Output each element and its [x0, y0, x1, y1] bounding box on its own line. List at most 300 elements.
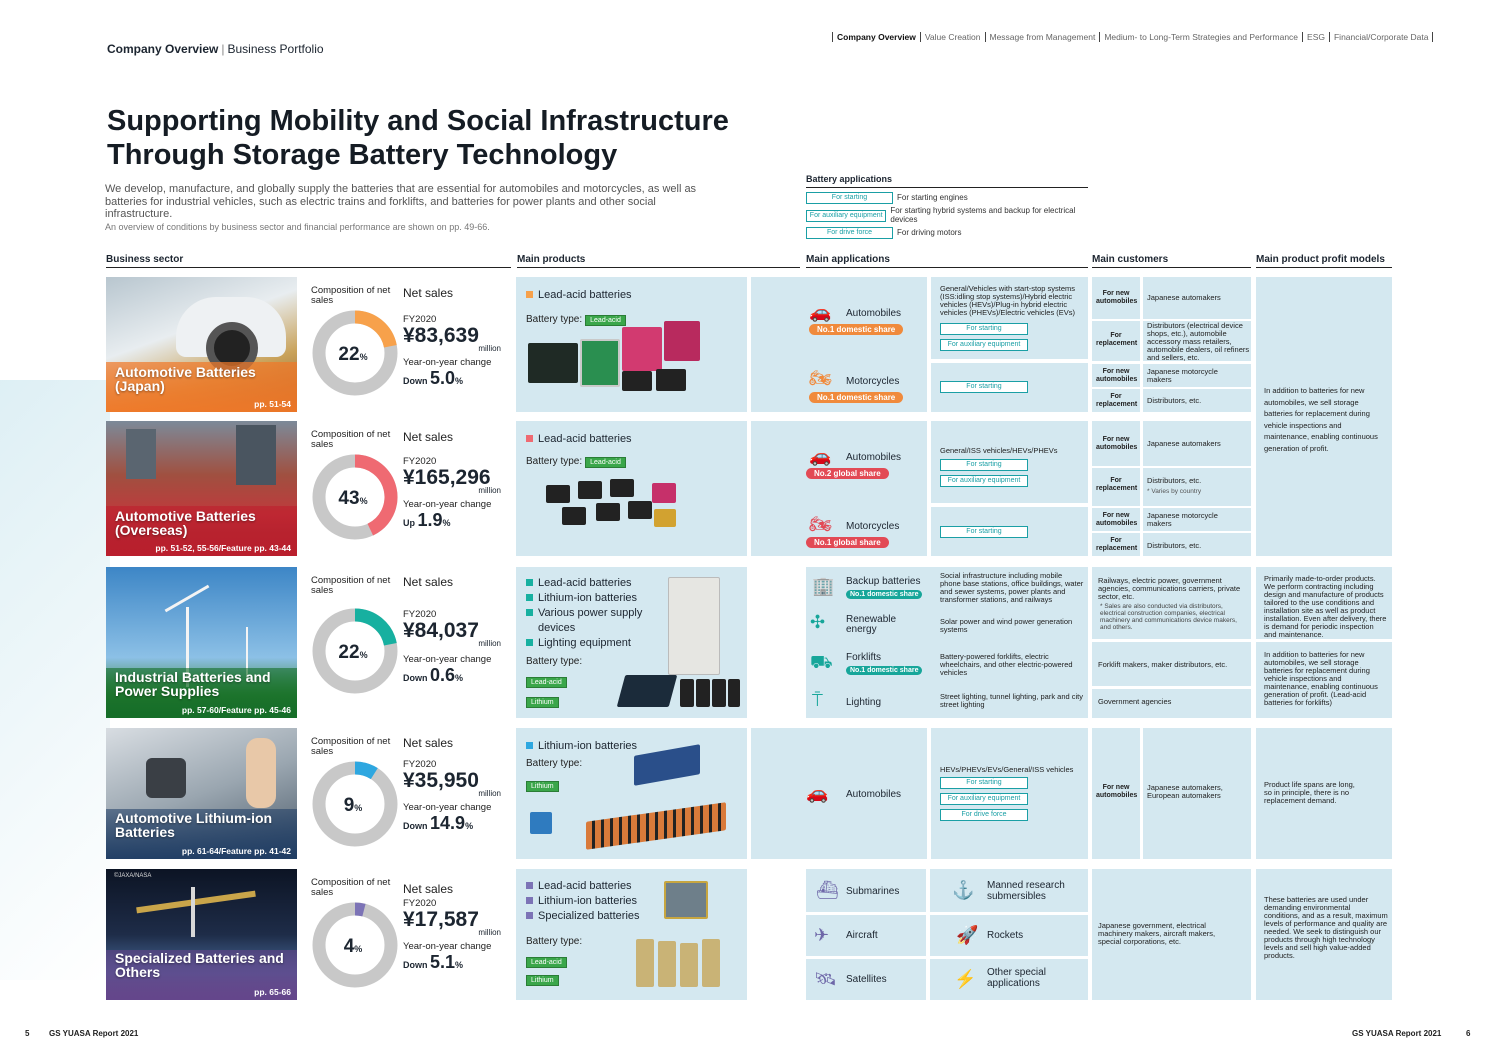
battery-image: [656, 369, 686, 391]
app-forklifts: Forklifts: [846, 652, 881, 663]
sector-pages-3[interactable]: pp. 57-60/Feature pp. 45-46: [181, 705, 291, 715]
yoy-label: Year-on-year change: [403, 499, 492, 510]
profit-text: In addition to batteries for new automobiles, we sell storage batteries for replacement during vehicle inspections and maintenance, enabling continuous generation of profit. (Lead-acid batteries for forklifts): [1264, 650, 1378, 707]
cust-value-cell: [1143, 728, 1251, 859]
battery-lightning-icon: ⚡: [954, 969, 977, 989]
sector-title-2: Automotive Batteries (Overseas): [115, 508, 256, 538]
product-name: Lead-acid batteries: [538, 880, 632, 892]
breadcrumb-page: Business Portfolio: [227, 42, 324, 56]
battery-image: [634, 744, 700, 786]
products-panel-2: [516, 421, 747, 556]
building-icon: 🏢: [812, 576, 835, 596]
net-sales-amount: ¥35,950: [403, 769, 479, 792]
profit-cell-1-2: [1256, 277, 1392, 556]
nav-company-overview[interactable]: Company Overview: [832, 32, 920, 42]
battery-pack-image: [586, 802, 726, 850]
product-item: [526, 591, 666, 606]
cust-cell-5: [1092, 869, 1251, 1000]
sector-title-1: Automotive Batteries (Japan): [115, 364, 256, 394]
profit-cell-4: [1256, 728, 1392, 859]
net-sales-amount: ¥83,639: [403, 324, 479, 347]
tag-for-auxiliary: For auxiliary equipment: [940, 793, 1028, 805]
cust-key-cell: [1092, 508, 1140, 531]
product-item: [526, 636, 666, 651]
applications-right-1b: [931, 363, 1088, 412]
bullet: [526, 639, 533, 646]
app-vehicle-types: General/ISS vehicles/HEVs/PHEVs: [940, 446, 1058, 455]
chip-lead-acid: Lead-acid: [585, 457, 626, 468]
share-badge: No.1 domestic share: [846, 666, 922, 675]
profit-cell-5: [1256, 869, 1392, 1000]
nav-value-creation[interactable]: Value Creation: [920, 32, 985, 42]
cust-value-cell: [1143, 468, 1251, 506]
car-icon: 🚗: [809, 302, 832, 322]
yoy-change: [403, 665, 511, 686]
cust-key-cell: [1092, 468, 1140, 506]
chip-lithium: Lithium: [526, 781, 559, 792]
tag-for-drive-force: For drive force: [940, 809, 1028, 821]
app-text-forklifts: Battery-powered forklifts, electric wheelchairs, and other electric-powered vehicles: [940, 652, 1073, 677]
cust-value-cell: [1143, 321, 1251, 361]
battery-type-label: Battery type:: [526, 936, 583, 947]
sector-pages-5[interactable]: pp. 65-66: [254, 987, 291, 997]
footer-right-brand: GS YUASA Report 2021: [1352, 1029, 1442, 1038]
product-list: [526, 879, 666, 924]
cust-value: Railways, electric power, government agencies, communications carriers, private sector, etc.: [1098, 576, 1241, 601]
yoy-direction: Down: [403, 821, 428, 831]
applications-right-2a: [931, 421, 1088, 503]
app-cell-submarines: [806, 869, 926, 912]
product-name: Lithium-ion batteries: [538, 895, 638, 907]
street-light-icon: ⍑: [812, 690, 823, 710]
cust-value: Japanese government, electrical machinery makers, aircraft makers, special corporations, etc.: [1098, 921, 1216, 946]
legend-desc-auxiliary: For starting hybrid systems and backup for electrical devices: [890, 206, 1076, 224]
battery-type-label: Battery type:: [526, 656, 583, 667]
cust-value-cell: [1143, 389, 1251, 412]
app-text-backup: Social infrastructure including mobile phone base stations, office buildings, water and sewer systems, power plants and transformer stations, and railways: [940, 571, 1084, 604]
products-panel-5: [516, 869, 747, 1000]
applications-3: [806, 567, 1088, 718]
donut-chart-2: [311, 453, 399, 541]
sector-title-3: Industrial Batteries and Power Supplies: [115, 669, 271, 699]
products-panel-1: [516, 277, 747, 412]
product-item: [526, 739, 637, 754]
tag-for-auxiliary: For auxiliary equipment: [940, 339, 1028, 351]
battery-type-label: Battery type:: [526, 758, 583, 769]
app-satellites: Satellites: [846, 974, 887, 985]
photo-specialized: [106, 869, 297, 1000]
cust-key-new: For new automobiles: [1096, 290, 1138, 305]
product-name: Lead-acid batteries: [538, 577, 632, 589]
yoy-change: [403, 813, 511, 834]
net-sales-3: [403, 575, 511, 686]
rocket-icon: 🚀: [956, 925, 979, 945]
product-name: Lithium-ion batteries: [538, 592, 638, 604]
cust-value-cell: [1143, 421, 1251, 466]
battery-image: [712, 679, 726, 707]
app-cell-satellites: [806, 959, 926, 1000]
tag-for-starting: For starting: [940, 777, 1028, 789]
composition-label-3: Composition of net sales: [311, 575, 391, 596]
battery-type-chips: [526, 951, 567, 969]
battery-image: [530, 812, 552, 834]
net-sales-2: [403, 430, 511, 531]
car-icon: 🚗: [809, 446, 832, 466]
legend-tag-drive: For drive force: [806, 227, 893, 239]
battery-applications-legend: [806, 174, 1088, 242]
cust-value: Distributors, etc.: [1147, 541, 1202, 550]
donut-share-slice: [355, 317, 390, 346]
net-sales-unit: million: [478, 486, 501, 495]
yoy-value: 0.6: [430, 665, 456, 685]
legend-title: Battery applications: [806, 174, 1088, 188]
bullet: [526, 897, 533, 904]
battery-image: [628, 501, 652, 519]
battery-type-chips: [526, 691, 559, 709]
fiscal-year: FY2020: [403, 456, 437, 467]
cust-cell-3c: [1092, 689, 1251, 718]
cust-value: Forklift makers, maker distributors, etc.: [1098, 660, 1228, 669]
donut-share-slice: [355, 768, 374, 774]
car-icon: 🚗: [806, 783, 829, 803]
app-automobiles: Automobiles: [846, 789, 902, 800]
nav-financial[interactable]: Financial/Corporate Data: [1329, 32, 1434, 42]
legend-desc-starting: For starting engines: [897, 192, 968, 202]
battery-type-chips: [526, 775, 559, 793]
footer-left-page: 5: [25, 1029, 30, 1038]
products-panel-3: [516, 567, 747, 718]
cust-value: Japanese automakers: [1147, 293, 1221, 302]
sector-pages-1[interactable]: pp. 51-54: [254, 399, 291, 409]
header-profit-models: Main product profit models: [1256, 254, 1392, 268]
product-name: Specialized batteries: [538, 910, 640, 922]
net-sales-4: [403, 736, 511, 834]
yoy-label: Year-on-year change: [403, 802, 492, 813]
composition-label-4: Composition of net sales: [311, 736, 391, 757]
app-vehicle-types: General/Vehicles with start-stop systems (ISS:idling stop systems)/Hybrid electric vehicles (HEVs)/Plug-in hybrid electric vehicles (PHEVs)/Electric vehicles (EVs): [940, 284, 1076, 317]
breadcrumb-section: Company Overview: [107, 42, 219, 56]
app-rockets: Rockets: [987, 930, 1024, 941]
battery-image: [528, 343, 578, 383]
product-name: Lithium-ion batteries: [538, 740, 638, 752]
composition-label-2: Composition of net sales: [311, 429, 391, 450]
profit-cell-3a: [1256, 567, 1392, 639]
net-sales-amount: ¥17,587: [403, 908, 479, 931]
cust-value-cell: [1143, 533, 1251, 556]
breadcrumb-separator: |: [221, 42, 225, 56]
donut-chart-4: [311, 760, 399, 848]
breadcrumb: [107, 42, 324, 56]
power-supply-cabinet-image: [668, 577, 720, 675]
battery-image: [578, 481, 602, 499]
bullet: [526, 609, 533, 616]
profit-text: These batteries are used under demanding environmental conditions, and as a result, maximum levels of performance and quality are needed. We seek to distinguish our products through high technology levels and sell high value-added products.: [1264, 895, 1388, 960]
donut-share-label: 22%: [338, 642, 368, 663]
net-sales-unit: million: [478, 928, 501, 937]
applications-left-1: [751, 277, 927, 412]
chip-lithium: Lithium: [526, 697, 559, 708]
net-sales-label: Net sales: [403, 882, 454, 896]
donut-chart-3: [311, 607, 399, 695]
battery-image: [546, 485, 570, 503]
header-main-products: Main products: [517, 254, 800, 268]
app-cell-aircraft: [806, 915, 926, 956]
yoy-percent: %: [442, 518, 451, 528]
profit-text: Product life spans are long, so in principle, there is no replacement demand.: [1264, 780, 1355, 805]
nav-message[interactable]: Message from Management: [985, 32, 1100, 42]
chip-lead-acid: Lead-acid: [526, 677, 567, 688]
product-item: [526, 894, 666, 909]
donut-share-slice: [355, 615, 390, 644]
product-item: [526, 909, 666, 924]
footer-left-brand: GS YUASA Report 2021: [49, 1029, 139, 1038]
battery-type-label: Battery type:: [526, 456, 583, 467]
battery-image: [658, 941, 676, 987]
net-sales-unit: million: [478, 789, 501, 798]
sector-pages-2[interactable]: pp. 51-52, 55-56/Feature pp. 43-44: [155, 543, 291, 553]
tag-for-starting: For starting: [940, 323, 1028, 335]
sector-title-5: Specialized Batteries and Others: [115, 950, 284, 980]
battery-image: [580, 339, 620, 387]
donut-share-label: 22%: [338, 344, 368, 365]
intro-text: We develop, manufacture, and globally supply the batteries that are essential for automobiles and motorcycles, as well as batteries for industrial vehicles, such as electric trains and forklifts, and batteries for power plants and other social infrastructure.: [105, 183, 697, 220]
photo-automotive-japan: [106, 277, 297, 412]
fiscal-year: FY2020: [403, 898, 437, 909]
share-badge: No.1 global share: [806, 537, 889, 548]
app-aircraft: Aircraft: [846, 930, 878, 941]
battery-type: [526, 456, 626, 468]
battery-image: [596, 503, 620, 521]
cust-key-cell: [1092, 277, 1140, 319]
legend-tag-auxiliary: For auxiliary equipment: [806, 210, 886, 222]
applications-right-1a: [931, 277, 1088, 359]
net-sales-unit: million: [478, 639, 501, 648]
cust-key-rep: For replacement: [1096, 537, 1138, 552]
net-sales-label: Net sales: [403, 286, 454, 300]
app-text-lighting: Street lighting, tunnel lighting, park and city street lighting: [940, 692, 1084, 709]
fiscal-year: FY2020: [403, 314, 437, 325]
battery-type-chips: [526, 969, 559, 987]
product-item: [526, 432, 632, 447]
photo-industrial: [106, 567, 297, 718]
yoy-value: 14.9: [430, 813, 466, 833]
app-motorcycles: Motorcycles: [846, 521, 900, 532]
app-vehicle-types: HEVs/PHEVs/EVs/General/ISS vehicles: [940, 765, 1074, 774]
bullet: [526, 579, 533, 586]
yoy-direction: Down: [403, 376, 428, 386]
battery-image: [636, 939, 654, 987]
chip-lead-acid: Lead-acid: [585, 315, 626, 326]
nav-strategies[interactable]: Medium- to Long-Term Strategies and Performance: [1099, 32, 1302, 42]
bullet: [526, 435, 533, 442]
sector-pages-4[interactable]: pp. 61-64/Feature pp. 41-42: [181, 846, 291, 856]
cust-key-new: For new automobiles: [1096, 436, 1138, 451]
cust-value: Japanese motorcycle makers: [1147, 511, 1218, 528]
net-sales-amount: ¥84,037: [403, 619, 479, 642]
donut-share-label: 9%: [343, 795, 363, 816]
cust-key-new: For new automobiles: [1096, 784, 1138, 799]
app-text-renewable: Solar power and wind power generation systems: [940, 617, 1073, 634]
battery-image: [562, 507, 586, 525]
photo-credit: ©JAXA/NASA: [114, 873, 152, 879]
cust-key-rep: For replacement: [1096, 332, 1138, 347]
battery-type-label: Battery type:: [526, 314, 583, 325]
app-backup-batteries: Backup batteries: [846, 576, 921, 587]
product-item: [526, 576, 666, 591]
product-name: Lead-acid batteries: [538, 289, 632, 301]
app-automobiles: Automobiles: [846, 452, 902, 463]
cust-key-cell: [1092, 421, 1140, 466]
donut-share-label: 4%: [343, 936, 363, 957]
yoy-label: Year-on-year change: [403, 357, 492, 368]
yoy-label: Year-on-year change: [403, 654, 492, 665]
battery-image: [680, 679, 694, 707]
header-main-customers: Main customers: [1092, 254, 1251, 268]
donut-chart-5: [311, 901, 399, 989]
product-item: [526, 288, 632, 303]
header-business-sector: Business sector: [106, 254, 511, 268]
yoy-change: [403, 510, 511, 531]
bullet: [526, 291, 533, 298]
cust-value: Distributors, etc.: [1147, 396, 1202, 405]
nav-esg[interactable]: ESG: [1302, 32, 1329, 42]
yoy-percent: %: [455, 960, 464, 970]
legend-tag-starting: For starting: [806, 192, 893, 204]
cust-value: Japanese automakers, European automakers: [1147, 783, 1223, 800]
yoy-direction: Up: [403, 518, 415, 528]
app-renewable-energy: Renewable energy: [846, 614, 897, 635]
cust-key-cell: [1092, 321, 1140, 361]
share-badge: No.1 domestic share: [809, 392, 903, 403]
app-cell-other: [930, 959, 1088, 1000]
battery-image: [728, 679, 740, 707]
composition-label-1: Composition of net sales: [311, 285, 391, 306]
donut-chart-1: [311, 309, 399, 397]
cust-note: * Varies by country: [1147, 488, 1202, 495]
tag-for-auxiliary: For auxiliary equipment: [940, 475, 1028, 487]
fiscal-year: FY2020: [403, 759, 437, 770]
page-title: Supporting Mobility and Social Infrastructure Through Storage Battery Technology: [107, 105, 729, 171]
battery-image: [654, 509, 676, 527]
cust-key-rep: For replacement: [1096, 477, 1138, 492]
yoy-change: [403, 368, 511, 389]
share-badge: No.1 domestic share: [809, 324, 903, 335]
app-lighting: Lighting: [846, 697, 882, 708]
submarine-icon: ⛴: [816, 880, 839, 900]
battery-image: [652, 483, 676, 503]
cust-value-cell: [1143, 277, 1251, 319]
battery-type: [526, 314, 626, 326]
cust-key-cell: [1092, 533, 1140, 556]
cust-value: Distributors (electrical device shops, etc.), automobile accessory mass retailers, automobile dealers, oil refiners and sellers, etc.: [1147, 321, 1250, 362]
donut-share-slice: [355, 909, 364, 910]
applications-right-2b: [931, 507, 1088, 556]
share-badge: No.1 domestic share: [846, 590, 922, 599]
cust-cell-3a: [1092, 567, 1251, 639]
bullet: [526, 594, 533, 601]
profit-text: Primarily made-to-order products. We perform contracting including design and manufacture of products tailored to the use conditions and installation site as well as product installation. Even after delivery, there is demand for periodic inspection and maintenance.: [1264, 574, 1387, 639]
net-sales-amount: ¥165,296: [403, 466, 491, 489]
donut-share-label: 43%: [338, 488, 368, 509]
net-sales-5: [403, 882, 511, 973]
yoy-direction: Down: [403, 673, 428, 683]
cust-value: Government agencies: [1098, 697, 1172, 706]
cust-key-cell: [1092, 389, 1140, 412]
photo-lithium-ion: [106, 728, 297, 859]
cust-value: Distributors, etc.: [1147, 476, 1202, 485]
cust-cell-3b: [1092, 642, 1251, 686]
share-badge: No.2 global share: [806, 468, 889, 479]
app-cell-submersibles: [930, 869, 1088, 912]
composition-label-5: Composition of net sales: [311, 877, 391, 898]
cust-key-new: For new automobiles: [1096, 512, 1138, 527]
battery-image: [610, 479, 634, 497]
legend-desc-drive: For driving motors: [897, 227, 962, 237]
battery-image: [702, 939, 720, 987]
battery-image: [617, 675, 678, 707]
battery-image: [680, 943, 698, 987]
bullet: [526, 742, 533, 749]
bullet: [526, 912, 533, 919]
cust-value-cell: [1143, 364, 1251, 387]
net-sales-label: Net sales: [403, 736, 454, 750]
net-sales-unit: million: [478, 344, 501, 353]
yoy-value: 5.1: [430, 952, 456, 972]
yoy-value: 1.9: [417, 510, 443, 530]
app-other-special: Other special applications: [987, 967, 1046, 989]
product-name: Various power supply devices: [538, 607, 643, 634]
battery-image: [622, 371, 652, 391]
yoy-percent: %: [465, 821, 474, 831]
app-automobiles: Automobiles: [846, 308, 902, 319]
chip-lithium: Lithium: [526, 975, 559, 986]
product-list: [526, 576, 666, 651]
cust-key-cell: [1092, 728, 1140, 859]
chip-lead-acid: Lead-acid: [526, 957, 567, 968]
footer-right-page: 6: [1466, 1029, 1471, 1038]
bullet: [526, 882, 533, 889]
applications-left-4: [751, 728, 927, 859]
product-item: [526, 879, 666, 894]
tag-for-starting: For starting: [940, 381, 1028, 393]
products-panel-4: [516, 728, 747, 859]
applications-right-4: [931, 728, 1088, 859]
airplane-icon: ✈: [814, 925, 830, 945]
app-cell-rockets: [930, 915, 1088, 956]
battery-image: [664, 881, 708, 919]
yoy-direction: Down: [403, 960, 428, 970]
yoy-percent: %: [455, 673, 464, 683]
cust-key-cell: [1092, 364, 1140, 387]
top-navigation: [832, 32, 1433, 42]
yoy-value: 5.0: [430, 368, 456, 388]
satellite-icon: 🛰: [814, 969, 837, 989]
overview-note: An overview of conditions by business sector and financial performance are shown on pp. 49-66.: [105, 222, 490, 232]
net-sales-label: Net sales: [403, 430, 454, 444]
cust-key-rep: For replacement: [1096, 393, 1138, 408]
battery-image: [696, 679, 710, 707]
tag-for-starting: For starting: [940, 459, 1028, 471]
forklift-icon: ⛟: [810, 652, 833, 672]
profit-cell-3b: [1256, 642, 1392, 718]
app-motorcycles: Motorcycles: [846, 376, 900, 387]
wind-turbine-icon: ✣: [810, 612, 826, 632]
cust-value: Japanese automakers: [1147, 439, 1221, 448]
motorcycle-icon: 🏍: [809, 514, 832, 534]
product-item: [526, 606, 666, 636]
cust-value-cell: [1143, 508, 1251, 531]
submersible-icon: ⚓: [952, 880, 975, 900]
